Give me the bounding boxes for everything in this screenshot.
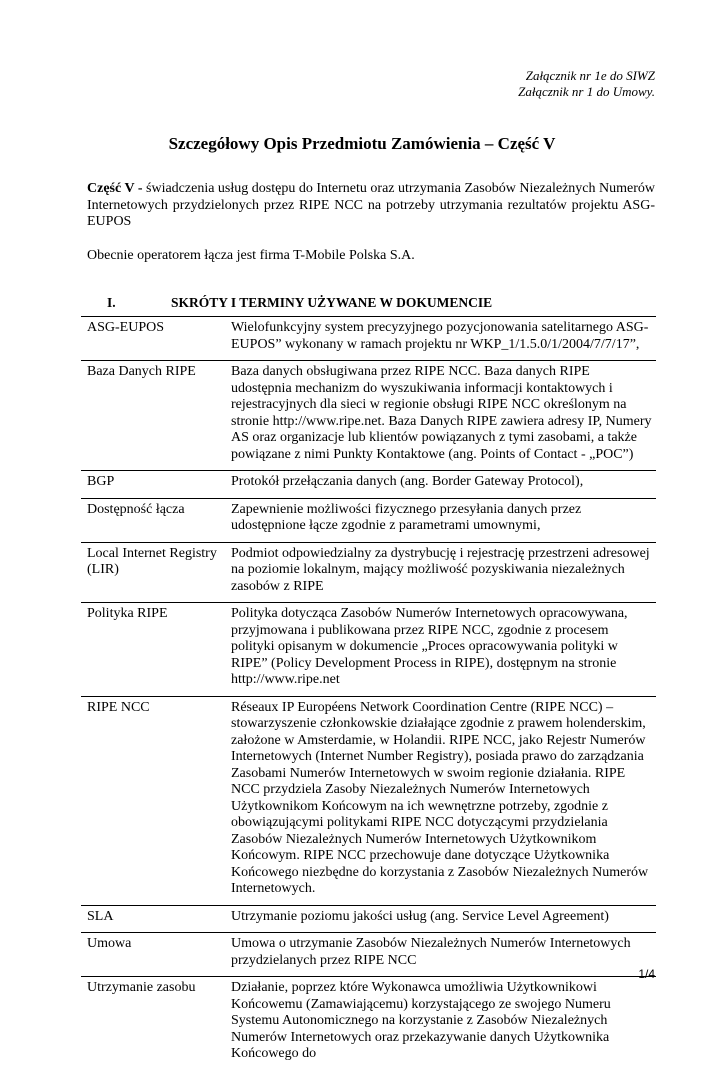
term-definition: Réseaux IP Européens Network Coordination Centre (RIPE NCC) – stowarzyszenie członkowskie działające zgodnie z prawem holenderskim, założone w Amsterdamie, w Holandii. RIPE NCC, jako Rejestr Numerów Internetowych (Internet Number Registry), posiada prawo do zarządzania Zasobami Numerów Internetowych w swoim regionie działania. RIPE NCC przydziela Zasoby Niezależnych Numerów Internetowych Użytkownikom Końcowym na ich wewnętrzne potrzeby, zgodnie z obowiązującymi politykami RIPE NCC dotyczącymi przydzielania Zasobów Niezależnych Numerów Internetowych Użytkownikom Końcowym. RIPE NCC przechowuje dane dotyczące Użytkownika Końcowego niezbędne do korzystania z Zasobów Niezależnych Numerów Internetowych. <box>231 699 649 896</box>
section-number: I. <box>107 295 116 310</box>
term-definition: Działanie, poprzez które Wykonawca umożliwia Użytkownikowi Końcowemu (Zamawiającemu) korzystającego ze swojego Numeru Systemu Autonomicznego na korzystanie z Zasobów Niezależnych Numerów Internetowych oraz przekazywanie danych Użytkownika Końcowego do <box>231 980 611 1061</box>
intro-paragraph <box>87 181 655 231</box>
page-number: 1/4 <box>638 967 655 981</box>
terms-table <box>81 316 656 1066</box>
section-title: SKRÓTY I TERMINY UŻYWANE W DOKUMENCIE <box>171 295 493 310</box>
terms-row <box>81 976 656 1066</box>
document-title: Szczegółowy Opis Przedmiotu Zamówienia – Część V <box>168 134 556 153</box>
term-name: SLA <box>87 908 114 924</box>
terms-row <box>81 602 656 692</box>
intro-text: świadczenia usług dostępu do Internetu oraz utrzymania Zasobów Niezależnych Numerów Internetowych przydzielonych przez RIPE NCC na potrzeby utrzymania rezultatów projektu ASG-EUPOS <box>87 181 656 229</box>
terms-row <box>81 498 656 538</box>
term-definition: Zapewnienie możliwości fizycznego przesyłania danych przez udostępnione łącze zgodnie z parametrami umownymi, <box>231 501 582 533</box>
term-definition: Utrzymanie poziomu jakości usług (ang. Service Level Agreement) <box>231 908 609 924</box>
term-name: BGP <box>87 474 115 489</box>
intro-part-label: Część V - <box>87 181 143 196</box>
attachment-note <box>518 68 655 100</box>
terms-row <box>81 932 656 972</box>
terms-row <box>81 542 656 599</box>
term-name: Polityka RIPE <box>87 606 168 621</box>
terms-row <box>81 696 656 901</box>
operator-paragraph: Obecnie operatorem łącza jest firma T-Mobile Polska S.A. <box>87 248 415 263</box>
term-name: Umowa <box>87 936 132 951</box>
term-definition: Umowa o utrzymanie Zasobów Niezależnych Numerów Internetowych przydzielanych przez RIPE NCC <box>231 936 631 968</box>
terms-row <box>81 470 656 494</box>
term-definition: Polityka dotycząca Zasobów Numerów Internetowych opracowywana, przyjmowana i publikowana przez RIPE NCC, zgodnie z procesem polityki opisanym w dokumencie „Proces opracowywania polityki w RIPE” (Policy Development Process in RIPE), dostępnym na stronie http://www.ripe.net <box>231 606 628 687</box>
term-name: ASG-EUPOS <box>87 320 165 335</box>
terms-row <box>81 905 656 929</box>
term-definition: Podmiot odpowiedzialny za dystrybucję i rejestrację przestrzeni adresowej na poziomie lokalnym, mający możliwość pozyskiwania niezależnych zasobów z RIPE <box>231 545 650 594</box>
terms-row <box>81 360 656 466</box>
term-definition: Wielofunkcyjny system precyzyjnego pozycjonowania satelitarnego ASG-EUPOS” wykonany w ramach projektu nr WKP_1/1.5.0/1/2004/7/7/17”, <box>231 320 649 352</box>
section-heading <box>87 295 655 312</box>
term-name: RIPE NCC <box>87 699 150 715</box>
term-definition: Protokół przełączania danych (ang. Border Gateway Protocol), <box>231 474 584 489</box>
attachment-note-siwz: Załącznik nr 1e do SIWZ <box>525 68 655 83</box>
terms-row <box>81 316 656 356</box>
term-definition: Baza danych obsługiwana przez RIPE NCC. Baza danych RIPE udostępnia mechanizm do wyszukiwania informacji kontaktowych i rejestracyjnych dla sieci w regionie obsługi RIPE NCC określonym na stronie http://www.ripe.net. Baza Danych RIPE zawiera adresy IP, Numery AS oraz organizacje lub klientów powiązanych z tymi zasobami, a także powiązane z nimi Punkty Kontaktowe (ang. Points of Contact - „POC”) <box>231 364 652 462</box>
attachment-note-umowa: Załącznik nr 1 do Umowy. <box>518 84 655 99</box>
term-name: Baza Danych RIPE <box>87 364 196 379</box>
term-name: Local Internet Registry (LIR) <box>87 545 217 577</box>
term-name: Dostępność łącza <box>87 501 185 517</box>
term-name: Utrzymanie zasobu <box>87 980 196 995</box>
